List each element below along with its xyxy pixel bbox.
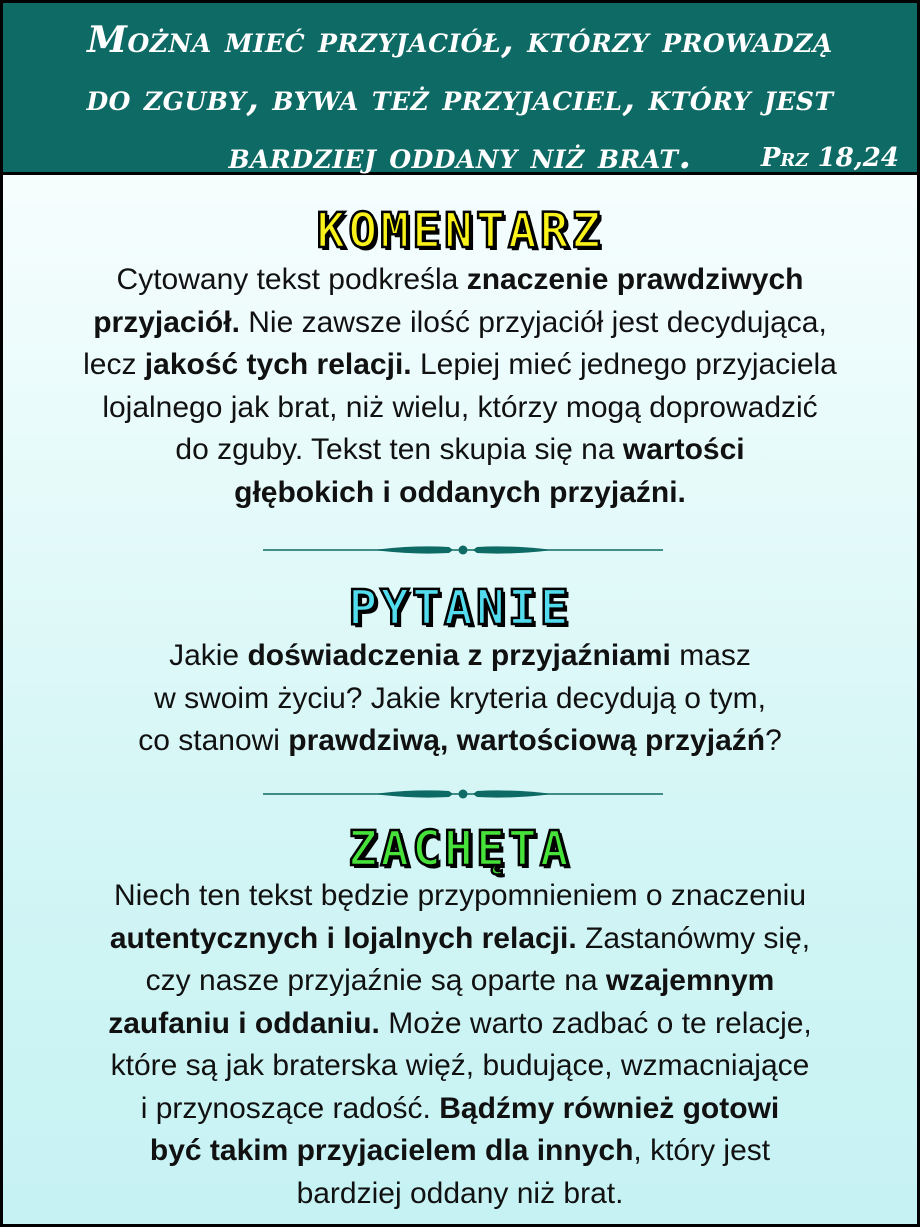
emphasis-text: prawdziwą, wartościową przyjaźń [288,724,766,757]
body-text: i przynoszące radość. [140,1091,440,1125]
emphasis-text: Bądźmy również gotowi [439,1091,780,1125]
text-line [13,344,907,387]
emphasis-text: zaufaniu i oddaniu. [108,1006,380,1040]
zacheta-title: ZACHĘTA [348,821,572,877]
emphasis-text: wartości [622,433,745,466]
body-text: co stanowi [138,724,289,757]
text-line [13,960,907,1003]
body-text: , który jest [633,1134,771,1167]
body-text: Niech ten tekst będzie przypomnieniem o znaczeniu [113,879,807,912]
verse-reference: Prz 18,24 [760,143,899,173]
text-line [13,720,907,763]
text-line [13,635,907,678]
body-text: w swoim życiu? Jakie kryteria decydują o tym, [154,681,766,715]
body-text: masz [670,639,751,672]
emphasis-text: jakość tych relacji. [144,348,412,381]
body-text: bardziej oddany niż brat. [296,1176,624,1210]
body-text: czy nasze przyjaźnie są oparte na [145,964,606,997]
emphasis-text: przyjaciół. [93,305,240,339]
pytanie-paragraph [13,635,907,763]
body-text: Lepiej mieć jednego przyjaciela [411,348,837,381]
verse-header [3,3,917,175]
text-line [13,1045,907,1088]
text-line [13,678,907,721]
body-text: lojalnego jak brat, niż wielu, którzy mogą doprowadzić [102,390,818,424]
komentarz-paragraph [13,259,907,514]
emphasis-text: autentycznych i lojalnych relacji. [109,921,577,955]
body-text: ? [765,724,782,757]
text-line [13,1088,907,1131]
body-text: Może warto zadbać o te relacje, [379,1006,812,1040]
komentarz-title: KOMENTARZ [316,203,604,259]
body-text: Cytowany tekst podkreśla [116,263,467,296]
emphasis-text: znaczenie prawdziwych [466,263,804,296]
text-line [13,1003,907,1046]
text-line [13,472,907,515]
pytanie-title: PYTANIE [348,580,572,636]
emphasis-text: wzajemnym [605,964,775,997]
text-line [13,387,907,430]
verse-line: do zguby, bywa też przyjaciel, który jest [86,77,834,119]
body-text: Nie zawsze ilość przyjaciół jest decydująca, [239,305,827,339]
text-line [13,1173,907,1216]
ornament-divider [263,540,663,560]
verse-line: bardziej oddany niż brat. [228,135,692,177]
emphasis-text: głębokich i oddanych przyjaźni. [234,475,686,509]
text-line [13,1130,907,1173]
verse-line: Można mieć przyjaciół, którzy prowadzą [87,19,833,61]
text-line [13,429,907,472]
ornament-divider [263,784,663,804]
text-line [13,918,907,961]
text-line [13,259,907,302]
emphasis-text: doświadczenia z przyjaźniami [247,639,671,672]
text-line [13,302,907,345]
body-text: Zastanówmy się, [576,921,811,955]
body-text: lecz [83,348,145,381]
zacheta-paragraph [13,875,907,1215]
body-text: Jakie [169,639,248,672]
emphasis-text: być takim przyjacielem dla innych [149,1134,634,1167]
body-text: które są jak braterska więź, budujące, wzmacniające [110,1049,810,1082]
text-line [13,875,907,918]
body-text: do zguby. Tekst ten skupia się na [175,433,623,466]
